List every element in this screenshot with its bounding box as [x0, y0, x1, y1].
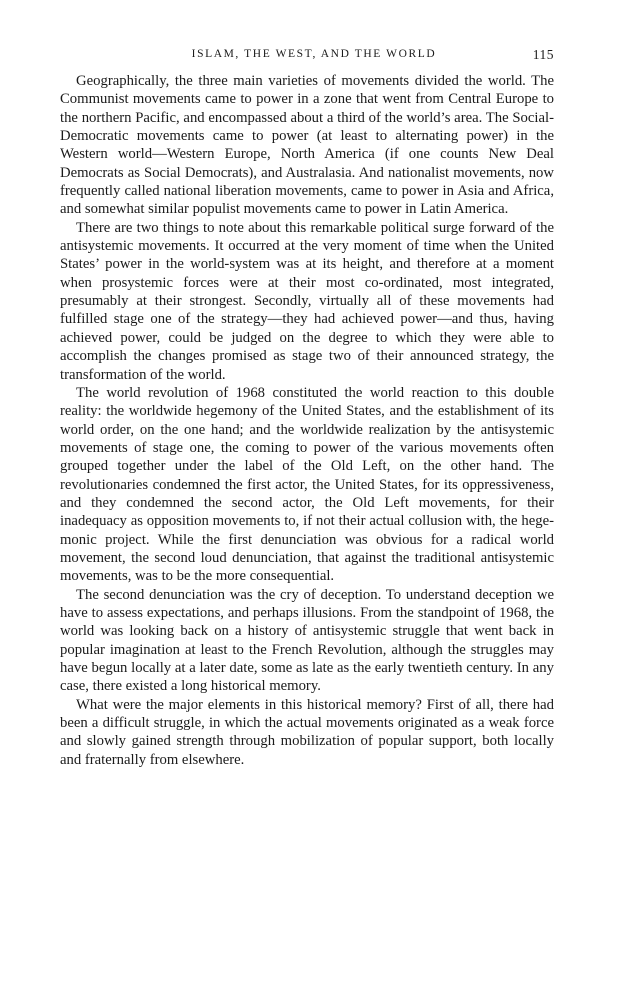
running-title: ISLAM, THE WEST, AND THE WORLD: [191, 48, 437, 60]
paragraph: Geographically, the three main varieties of movements divided the world. The Communist movements came to power in a zone that went from Central Europe to the northern Pacific, and encompassed about a third of the world’s area. The Social-Democratic movements came to power (at least to alternating power) in the Western world—Western Europe, North America (if one counts New Deal Democrats as Social Democrats), and Australasia. And nationalist movements, now frequently called national liberation movements, came to power in Asia and Africa, and somewhat similar populist movements came to power in Latin America.: [60, 73, 554, 218]
running-head: [60, 48, 554, 72]
body-text: [60, 72, 554, 769]
page-number: 115: [532, 47, 554, 62]
paragraph: There are two things to note about this remarkable political surge forward of the antisystemic movements. It occurred at the very moment of time when the United States’ power in the world-system was at its height, and therefore at a moment when prosystemic forces were at their most co-ordinated, most integrated, presumably at their strongest. Secondly, virtually all of these movements had fulfilled stage one of the strategy—they had achieved power—and thus, having achieved power, could be judged on the degree to which they were able to accomplish the changes promised as stage two of their announced strategy, the transformation of the world.: [60, 219, 554, 383]
paragraph: The second denunciation was the cry of deception. To understand deception we have to assess expectations, and perhaps illusions. From the standpoint of 1968, the world was looking back on a history of antisystemic struggle that went back in popular imagination at least to the French Revolution, although the struggles may have begun locally at a later date, some as late as the early twentieth century. In any case, there existed a long historical memory.: [60, 586, 554, 695]
paragraph: The world revolution of 1968 constituted the world reaction to this double reality: the worldwide hegemony of the United States, and the establishment of its world order, on the one hand; and the worldwide realization by the antisystemic movements of stage one, the coming to power of the various movements often grouped together under the label of the Old Left, on the other hand. The revolutionaries condemned the first actor, the United States, for its oppressiveness, and they condemned the second actor, the Old Left movements, for their inadequacy as opposition movements to, if not their actual collusion with, the hegemonic project. While the first denunciation was obvious for a radical world movement, the second loud denunciation, that against the traditional antisystemic movements, was to be the more consequential.: [60, 384, 554, 585]
paragraph: What were the major elements in this historical memory? First of all, there had been a difficult struggle, in which the actual movements originated as a weak force and slowly gained strength through mobilization of popular support, both locally and fraternally from elsewhere.: [60, 696, 554, 768]
book-page: [60, 48, 554, 769]
